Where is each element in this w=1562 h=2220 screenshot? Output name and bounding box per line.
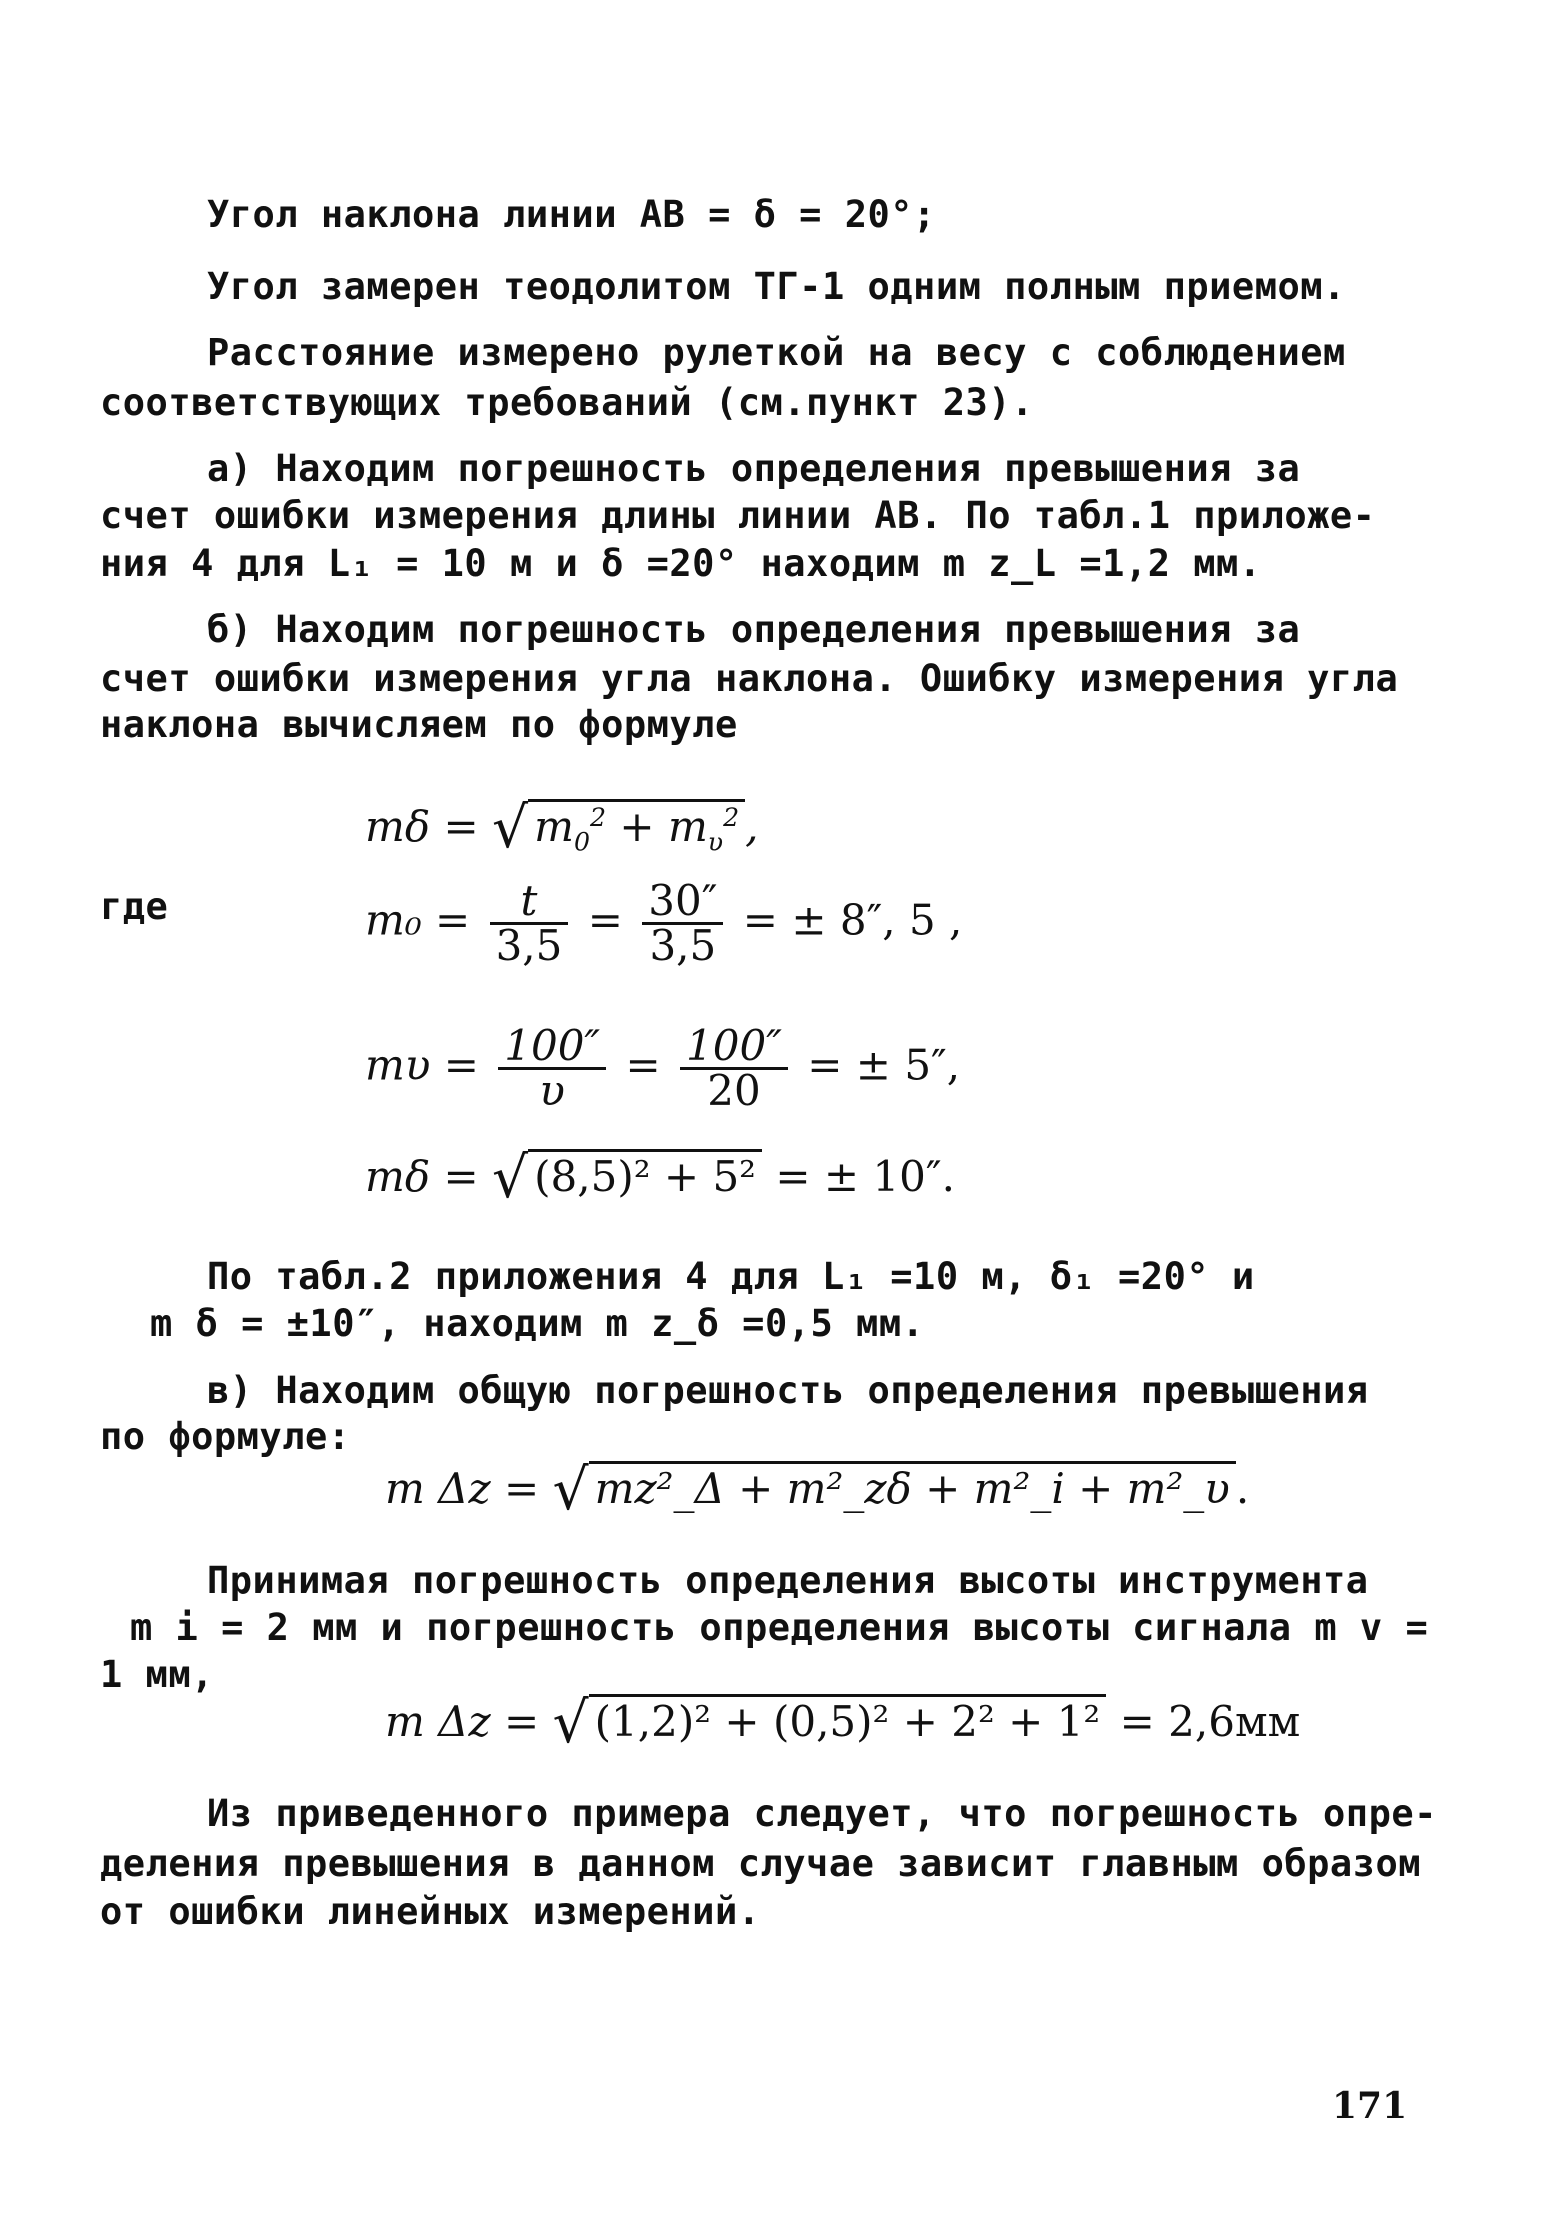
text-line: m i = 2 мм и погрешность определения высоты сигнала m v = [130, 1606, 1429, 1649]
text-line: Расстояние измерено рулеткой на весу с соблюдением [207, 331, 1346, 374]
text-line: Угол замерен теодолитом ТГ-1 одним полным приемом. [207, 265, 1346, 308]
text-line: Принимая погрешность определения высоты инструмента [207, 1559, 1369, 1602]
text-line: б) Находим погрешность определения превышения за [207, 608, 1301, 651]
text-line: по формуле: [100, 1415, 351, 1458]
text-line: деления превышения в данном случае зависит главным образом [100, 1842, 1422, 1885]
formula-m-0: m₀ = $\frac{t}{3,5}$ = $\frac{30''}{3,5}$ = ± 8″, 5 , [365, 876, 963, 970]
text-line: наклона вычисляем по формуле [100, 703, 738, 746]
text-where: где [100, 885, 169, 928]
text-line: Из приведенного примера следует, что погрешность опре- [207, 1792, 1437, 1835]
text-line: счет ошибки измерения длины линии АВ. По табл.1 приложе- [100, 494, 1376, 537]
formula-m-dz-value: m Δz = √ (1,2)² + (0,5)² + 2² + 1² = 2,6мм [385, 1690, 1301, 1756]
text-line: а) Находим погрешность определения превышения за [207, 447, 1301, 490]
formula-m-dz: m Δz = √ mz²_Δ + m²_zδ + m²_i + m²_υ . [385, 1457, 1250, 1523]
formula-m-delta: mδ = √ $m_0^2 + m_\upsilon^2$ , [365, 795, 759, 861]
text-line: счет ошибки измерения угла наклона. Ошибку измерения угла [100, 657, 1399, 700]
page-number: 171 [1332, 2085, 1408, 2127]
text-line: соответствующих требований (см.пункт 23). [100, 381, 1034, 424]
formula-m-v: mυ = $\frac{100''}{\upsilon}$ = $\frac{100''}{20}$ = ± 5″, [365, 1021, 961, 1115]
text-line: в) Находим общую погрешность определения превышения [207, 1369, 1369, 1412]
text-line: Угол наклона линии АВ = δ = 20°; [207, 193, 936, 236]
text-line: от ошибки линейных измерений. [100, 1890, 761, 1933]
formula-m-delta-value: mδ = √ (8,5)² + 5² = ± 10″. [365, 1145, 955, 1211]
text-line: По табл.2 приложения 4 для L₁ =10 м, δ₁ =20° и [207, 1255, 1255, 1298]
text-line: 1 мм, [100, 1653, 214, 1696]
text-line: ния 4 для L₁ = 10 м и δ =20° находим m z_L =1,2 мм. [100, 542, 1262, 585]
text-line: m δ = ±10″, находим m z_δ =0,5 мм. [150, 1302, 925, 1345]
